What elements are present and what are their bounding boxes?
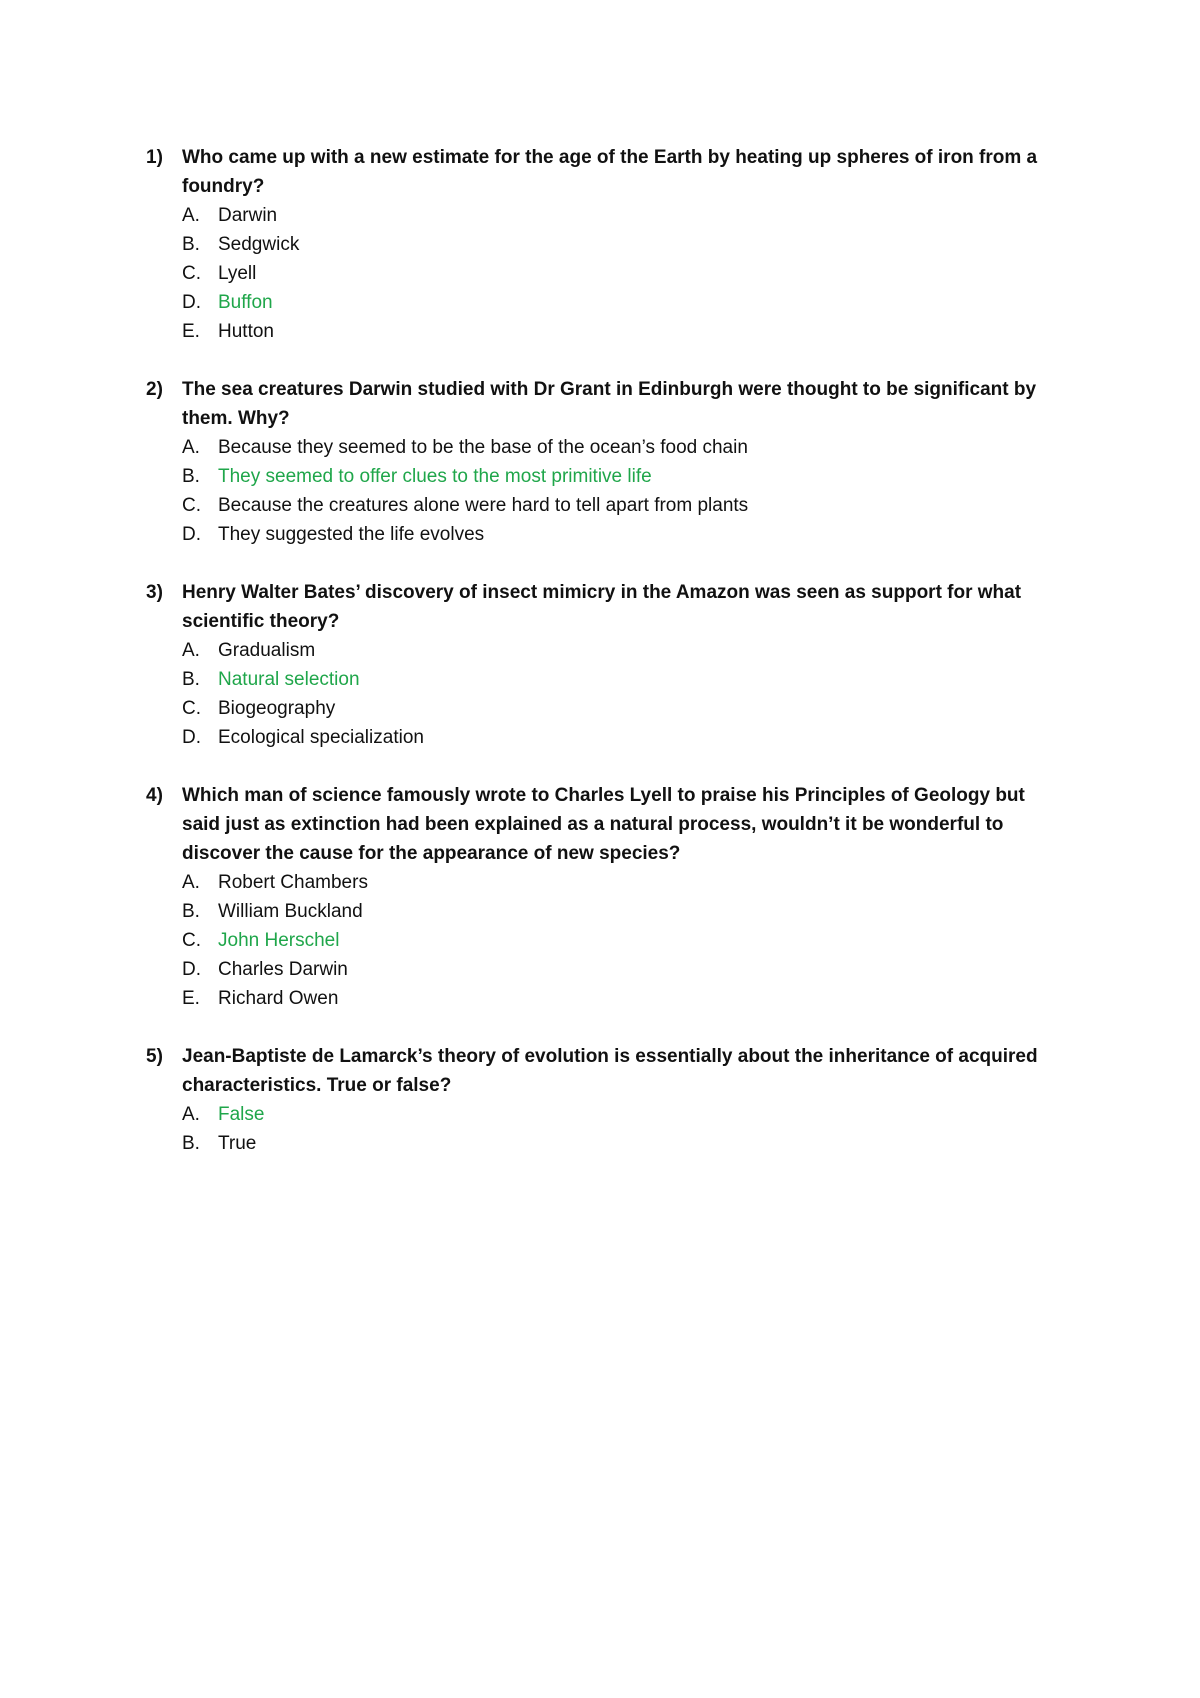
answer-option: [182, 317, 1066, 346]
correct-option-text: Natural selection: [218, 669, 360, 690]
answer-option: [182, 520, 1066, 549]
option-letter: A.: [182, 872, 200, 893]
answer-option: [182, 259, 1066, 288]
question-heading: [146, 1042, 1066, 1100]
question-heading: [146, 375, 1066, 433]
answer-option: [182, 955, 1066, 984]
question-text: Who came up with a new estimate for the age of the Earth by heating up spheres of iron from a foundry?: [182, 147, 1038, 197]
answer-option-correct: [182, 462, 1066, 491]
option-text: Darwin: [218, 205, 278, 226]
answer-option: [182, 868, 1066, 897]
answer-option: [182, 636, 1066, 665]
option-text: Because they seemed to be the base of the ocean’s food chain: [218, 437, 748, 458]
option-letter: A.: [182, 205, 200, 226]
option-letter: B.: [182, 1133, 200, 1154]
answer-option: [182, 694, 1066, 723]
answer-option: [182, 984, 1066, 1013]
answer-option-correct: [182, 288, 1066, 317]
option-letter: C.: [182, 495, 201, 516]
option-letter: E.: [182, 321, 200, 342]
answer-option: [182, 201, 1066, 230]
correct-option-text: John Herschel: [218, 930, 340, 951]
option-letter: D.: [182, 524, 201, 545]
question-number: 4): [146, 785, 163, 806]
answer-option: [182, 897, 1066, 926]
option-text: Ecological specialization: [218, 727, 424, 748]
question-3: [146, 578, 1066, 752]
question-5: [146, 1042, 1066, 1158]
option-text: Charles Darwin: [218, 959, 348, 980]
option-text: Because the creatures alone were hard to tell apart from plants: [218, 495, 749, 516]
answer-options: [146, 1100, 1066, 1158]
answer-options: [146, 201, 1066, 346]
question-number: 2): [146, 379, 163, 400]
correct-option-text: They seemed to offer clues to the most primitive life: [218, 466, 652, 487]
answer-option: [182, 230, 1066, 259]
option-text: Robert Chambers: [218, 872, 368, 893]
option-letter: E.: [182, 988, 200, 1009]
question-number: 1): [146, 147, 163, 168]
correct-option-text: Buffon: [218, 292, 273, 313]
question-1: [146, 143, 1066, 346]
option-letter: B.: [182, 901, 200, 922]
option-text: Richard Owen: [218, 988, 339, 1009]
option-text: William Buckland: [218, 901, 363, 922]
option-letter: D.: [182, 292, 201, 313]
option-text: Lyell: [218, 263, 257, 284]
question-heading: [146, 781, 1066, 868]
answer-options: [146, 636, 1066, 752]
option-letter: C.: [182, 698, 201, 719]
answer-option: [182, 723, 1066, 752]
answer-option-correct: [182, 665, 1066, 694]
question-heading: [146, 143, 1066, 201]
option-text: They suggested the life evolves: [218, 524, 485, 545]
option-letter: A.: [182, 1104, 200, 1125]
correct-option-text: False: [218, 1104, 265, 1125]
option-text: Gradualism: [218, 640, 316, 661]
answer-option: [182, 1129, 1066, 1158]
question-text: Jean-Baptiste de Lamarck’s theory of evolution is essentially about the inheritance of acquired characteristics. True or false?: [182, 1046, 1038, 1096]
answer-options: [146, 433, 1066, 549]
option-letter: A.: [182, 640, 200, 661]
question-2: [146, 375, 1066, 549]
question-number: 3): [146, 582, 163, 603]
option-letter: B.: [182, 234, 200, 255]
option-letter: A.: [182, 437, 200, 458]
option-text: Biogeography: [218, 698, 336, 719]
option-letter: D.: [182, 959, 201, 980]
question-text: Which man of science famously wrote to Charles Lyell to praise his Principles of Geology but said just as extinction had been explained as a natural process, wouldn’t it be wonderful to discover the cause for the appearance of new species?: [182, 785, 1025, 864]
question-heading: [146, 578, 1066, 636]
option-letter: B.: [182, 466, 200, 487]
question-number: 5): [146, 1046, 163, 1067]
answer-option-correct: [182, 1100, 1066, 1129]
option-letter: B.: [182, 669, 200, 690]
option-text: Sedgwick: [218, 234, 300, 255]
question-text: The sea creatures Darwin studied with Dr Grant in Edinburgh were thought to be significant by them. Why?: [182, 379, 1037, 429]
answer-option-correct: [182, 926, 1066, 955]
answer-option: [182, 491, 1066, 520]
quiz-list: [146, 143, 1066, 1187]
answer-options: [146, 868, 1066, 1013]
option-text: True: [218, 1133, 257, 1154]
question-text: Henry Walter Bates’ discovery of insect mimicry in the Amazon was seen as support for what scientific theory?: [182, 582, 1022, 632]
option-letter: C.: [182, 930, 201, 951]
option-letter: D.: [182, 727, 201, 748]
answer-option: [182, 433, 1066, 462]
question-4: [146, 781, 1066, 1013]
option-letter: C.: [182, 263, 201, 284]
option-text: Hutton: [218, 321, 274, 342]
